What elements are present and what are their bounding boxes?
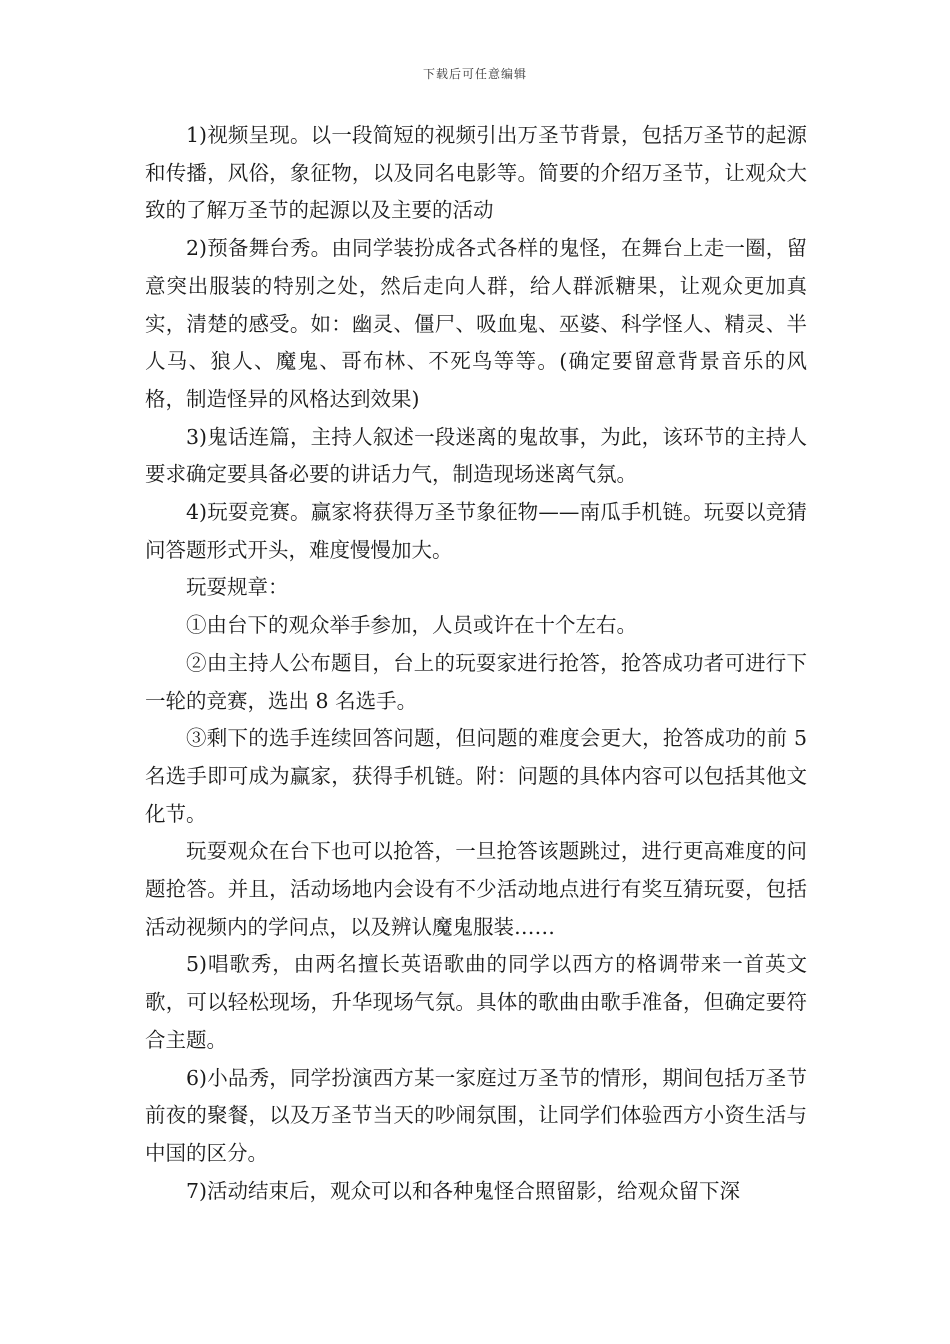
paragraph-rule-3: ③剩下的选手连续回答问题，但问题的难度会更大，抢答成功的前 5 名选手即可成为赢家，获得手机链。附：问题的具体内容可以包括其他文化节。 <box>145 726 807 826</box>
paragraph-video: 1)视频呈现。以一段简短的视频引出万圣节背景，包括万圣节的起源和传播，风俗，象征物，以及同名电影等。简要的介绍万圣节，让观众大致的了解万圣节的起源以及主要的活动 <box>145 123 807 223</box>
document-body <box>145 117 807 1210</box>
paragraph-ghost-story: 3)鬼话连篇，主持人叙述一段迷离的鬼故事，为此，该环节的主持人要求确定要具备必要的讲话力气，制造现场迷离气氛。 <box>145 424 807 487</box>
paragraph-rule-2: ②由主持人公布题目，台上的玩耍家进行抢答，抢答成功者可进行下一轮的竞赛，选出 8 名选手。 <box>145 650 807 713</box>
page-header: 下载后可任意编辑 <box>422 67 527 81</box>
paragraph-audience-answer: 玩耍观众在台下也可以抢答，一旦抢答该题跳过，进行更高难度的问题抢答。并且，活动场地内会设有不少活动地点进行有奖互猜玩耍，包括活动视频内的学问点，以及辨认魔鬼服装…… <box>145 839 807 939</box>
paragraph-stage-show: 2)预备舞台秀。由同学装扮成各式各样的鬼怪，在舞台上走一圈，留意突出服装的特别之处，然后走向人群，给人群派糖果，让观众更加真实，清楚的感受。如：幽灵、僵尸、吸血鬼、巫婆、科学怪人、精灵、半人马、狼人、魔鬼、哥布林、不死鸟等等。(确定要留意背景音乐的风格，制造怪异的风格达到效果) <box>145 236 807 411</box>
paragraph-skit-show: 6)小品秀，同学扮演西方某一家庭过万圣节的情形，期间包括万圣节前夜的聚餐，以及万圣节当天的吵闹氛围，让同学们体验西方小资生活与中国的区分。 <box>145 1065 807 1165</box>
paragraph-game-contest: 4)玩耍竞赛。赢家将获得万圣节象征物——南瓜手机链。玩耍以竞猜问答题形式开头，难度慢慢加大。 <box>145 500 807 562</box>
paragraph-singing-show: 5)唱歌秀，由两名擅长英语歌曲的同学以西方的格调带来一首英文歌，可以轻松现场，升华现场气氛。具体的歌曲由歌手准备，但确定要符合主题。 <box>145 952 807 1052</box>
paragraph-rule-1: ①由台下的观众举手参加，人员或许在十个左右。 <box>186 613 637 638</box>
paragraph-game-rules-heading: 玩耍规章： <box>186 575 289 600</box>
paragraph-closing: 7)活动结束后，观众可以和各种鬼怪合照留影，给观众留下深 <box>186 1178 741 1203</box>
